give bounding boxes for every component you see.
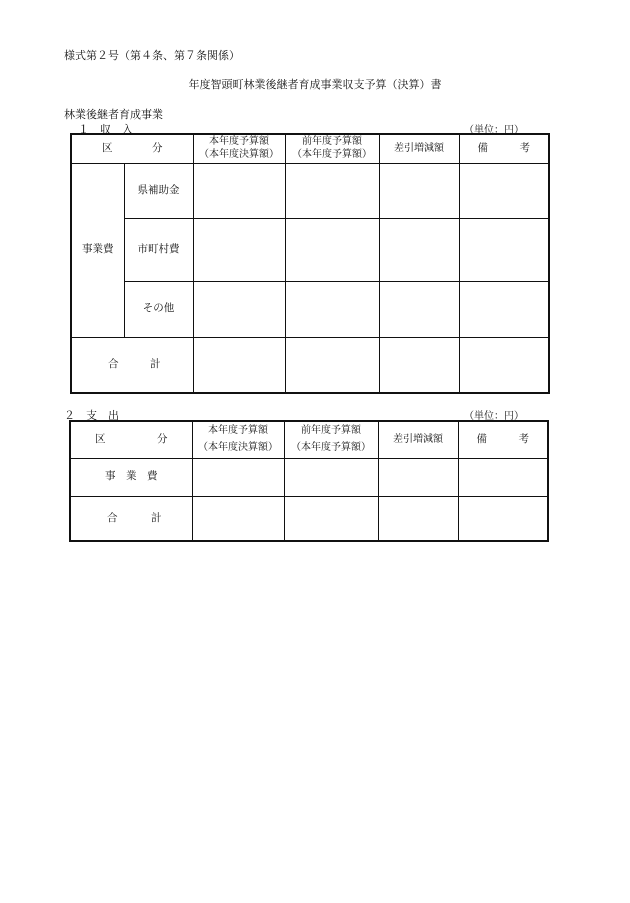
income-cell <box>379 218 459 281</box>
income-header-category-b: 分 <box>152 142 163 155</box>
income-cell <box>379 163 459 218</box>
income-header-previous-l1: 前年度予算額 <box>302 136 362 148</box>
income-cell <box>193 281 285 337</box>
income-header-previous <box>285 134 379 163</box>
income-cell <box>459 281 549 337</box>
income-cell <box>193 337 285 393</box>
income-row-label: その他 <box>124 281 193 337</box>
expense-header-category-b: 分 <box>157 433 168 446</box>
income-header-remarks-b: 考 <box>519 142 530 155</box>
expense-header-previous-l1: 前年度予算額 <box>301 425 361 437</box>
income-header-category-a: 区 <box>102 142 113 155</box>
income-section-number: １ <box>78 123 89 136</box>
expense-header-row <box>70 421 548 458</box>
income-cell <box>459 163 549 218</box>
income-header-current-l2: （本年度決算額） <box>199 148 279 160</box>
expense-header-remarks-b: 考 <box>518 433 529 446</box>
expense-total-b: 計 <box>151 511 162 524</box>
expense-row-label: 事 業 費 <box>70 458 192 496</box>
income-header-difference: 差引増減額 <box>379 134 459 163</box>
expense-header-remarks <box>458 421 548 458</box>
income-cell <box>379 337 459 393</box>
income-row-prefecture-subsidy <box>71 163 549 218</box>
expense-cell <box>378 496 458 541</box>
project-name: 林業後継者育成事業 <box>64 108 163 121</box>
income-cell <box>285 163 379 218</box>
expense-header-current <box>192 421 284 458</box>
income-cell <box>379 281 459 337</box>
expense-header-category <box>70 421 192 458</box>
expense-table <box>69 420 549 542</box>
income-group-label: 事業費 <box>71 163 124 337</box>
expense-row-project-cost <box>70 458 548 496</box>
income-cell <box>459 337 549 393</box>
income-total-label <box>71 337 193 393</box>
income-cell <box>285 218 379 281</box>
expense-header-current-l1: 本年度予算額 <box>208 425 268 437</box>
income-header-category <box>71 134 193 163</box>
income-header-current <box>193 134 285 163</box>
income-cell <box>285 337 379 393</box>
income-row-label: 市町村費 <box>124 218 193 281</box>
income-total-row <box>71 337 549 393</box>
income-row-other <box>71 281 549 337</box>
income-total-a: 合 <box>108 358 119 371</box>
form-number-label: 様式第２号（第４条、第７条関係） <box>64 49 240 62</box>
expense-cell <box>284 496 378 541</box>
expense-section-title: 支 出 <box>86 409 119 422</box>
expense-header-remarks-a: 備 <box>476 433 487 446</box>
expense-header-previous <box>284 421 378 458</box>
document-title: 年度智頭町林業後継者育成事業収支予算（決算）書 <box>188 78 442 91</box>
income-unit-label: （単位：円） <box>464 125 524 136</box>
income-total-b: 計 <box>150 358 161 371</box>
expense-cell <box>378 458 458 496</box>
expense-cell <box>284 458 378 496</box>
income-row-municipal <box>71 218 549 281</box>
income-section-title: 収 入 <box>100 123 133 136</box>
expense-header-category-a: 区 <box>95 433 106 446</box>
expense-cell <box>192 458 284 496</box>
income-row-label: 県補助金 <box>124 163 193 218</box>
income-cell <box>193 218 285 281</box>
income-cell <box>459 218 549 281</box>
expense-cell <box>458 458 548 496</box>
expense-cell <box>192 496 284 541</box>
income-cell <box>193 163 285 218</box>
income-table <box>70 133 550 394</box>
expense-total-label <box>70 496 192 541</box>
expense-section-number: ２ <box>64 409 75 422</box>
expense-header-current-l2: （本年度決算額） <box>198 441 278 453</box>
expense-unit-label: （単位：円） <box>464 411 524 422</box>
income-header-remarks <box>459 134 549 163</box>
expense-total-a: 合 <box>107 511 118 524</box>
expense-cell <box>458 496 548 541</box>
expense-header-difference: 差引増減額 <box>378 421 458 458</box>
income-header-remarks-a: 備 <box>477 142 488 155</box>
income-cell <box>285 281 379 337</box>
income-header-row <box>71 134 549 163</box>
expense-header-previous-l2: （本年度予算額） <box>291 441 371 453</box>
income-header-previous-l2: （本年度予算額） <box>292 148 372 160</box>
income-header-current-l1: 本年度予算額 <box>209 136 269 148</box>
expense-total-row <box>70 496 548 541</box>
